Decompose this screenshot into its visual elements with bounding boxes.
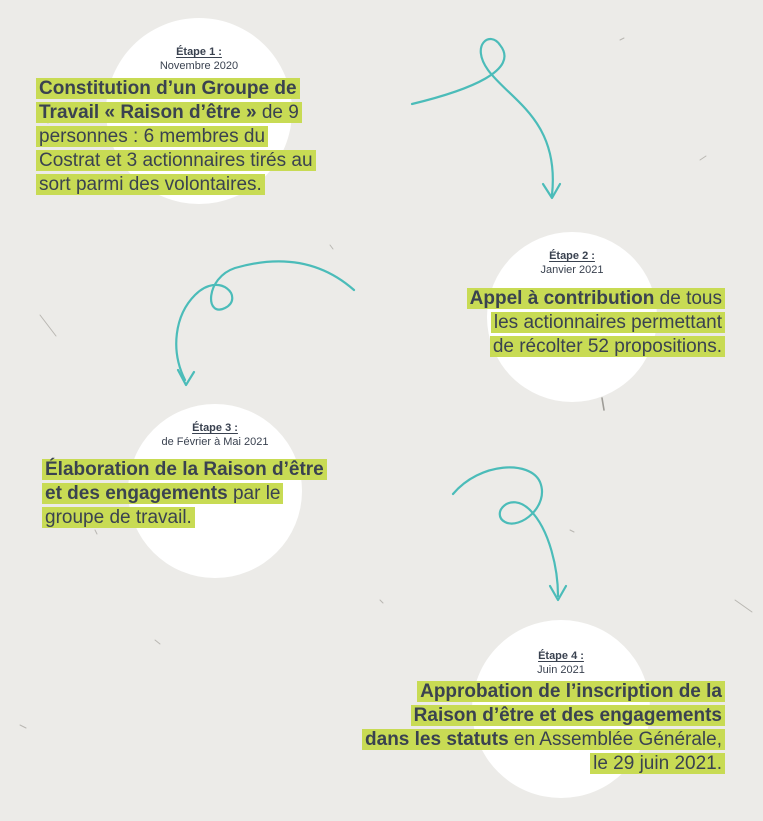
plain-text: de récolter 52 propositions. <box>492 336 722 357</box>
highlight <box>590 753 725 774</box>
step-3-line-2 <box>42 482 327 506</box>
bold-text: dans les statuts <box>365 729 509 750</box>
step-1-line-5 <box>36 173 316 197</box>
step-2-line-1 <box>467 287 725 311</box>
highlight <box>411 705 725 726</box>
step-2-date: Janvier 2021 <box>540 264 604 277</box>
step-2-header <box>487 245 657 277</box>
highlight <box>362 729 725 750</box>
plain-text: en Assemblée Générale, <box>508 729 722 750</box>
highlight <box>467 288 725 309</box>
step-4-header <box>472 645 650 677</box>
highlight <box>36 150 316 171</box>
step-3-label: Étape 3 : <box>192 422 238 434</box>
highlight <box>36 126 268 147</box>
plain-text: de 9 <box>256 102 299 123</box>
step-4-label: Étape 4 : <box>538 650 584 662</box>
plain-text: le 29 juin 2021. <box>593 753 722 774</box>
plain-text: par le <box>227 483 281 504</box>
highlight <box>490 336 725 357</box>
highlight <box>417 681 725 702</box>
step-2-line-2 <box>467 311 725 335</box>
step-1-text <box>36 77 316 197</box>
plain-text: les actionnaires permettant <box>493 312 722 333</box>
plain-text: sort parmi des volontaires. <box>39 174 262 195</box>
step-3-date: de Février à Mai 2021 <box>161 436 269 449</box>
step-3-line-1 <box>42 458 327 482</box>
highlight <box>42 507 195 528</box>
step-4-line-2 <box>362 704 725 728</box>
highlight <box>36 102 302 123</box>
bold-text: Appel à contribution <box>469 288 655 309</box>
step-1-date: Novembre 2020 <box>159 60 239 73</box>
step-1-line-3 <box>36 125 316 149</box>
bold-text: Constitution d’un Groupe de <box>39 78 297 99</box>
bold-text: Travail « Raison d’être » <box>39 102 257 123</box>
step-1-line-1 <box>36 77 316 101</box>
plain-text: de tous <box>654 288 722 309</box>
highlight <box>36 174 265 195</box>
step-2-label: Étape 2 : <box>549 250 595 262</box>
step-4-text <box>362 680 725 776</box>
plain-text: Costrat et 3 actionnaires tirés au <box>39 150 313 171</box>
highlight <box>42 459 327 480</box>
bold-text: Approbation de l’inscription de la <box>420 681 722 702</box>
step-1-line-4 <box>36 149 316 173</box>
step-2-text <box>467 287 725 359</box>
highlight <box>36 78 300 99</box>
bold-text: Élaboration de la Raison d’être <box>45 459 324 480</box>
step-4-line-3 <box>362 728 725 752</box>
step-1-header <box>106 41 292 73</box>
step-1-line-2 <box>36 101 316 125</box>
plain-text: personnes : 6 membres du <box>39 126 266 147</box>
step-4-line-4 <box>362 752 725 776</box>
highlight <box>42 483 283 504</box>
bold-text: et des engagements <box>45 483 228 504</box>
step-3-header <box>128 417 302 449</box>
highlight <box>491 312 725 333</box>
plain-text: groupe de travail. <box>45 507 192 528</box>
step-4-date: Juin 2021 <box>537 664 585 677</box>
step-1-label: Étape 1 : <box>176 46 222 58</box>
step-4-line-1 <box>362 680 725 704</box>
bold-text: Raison d’être et des engagements <box>413 705 722 726</box>
step-3-text <box>42 458 327 530</box>
step-3-line-3 <box>42 506 327 530</box>
step-2-line-3 <box>467 335 725 359</box>
